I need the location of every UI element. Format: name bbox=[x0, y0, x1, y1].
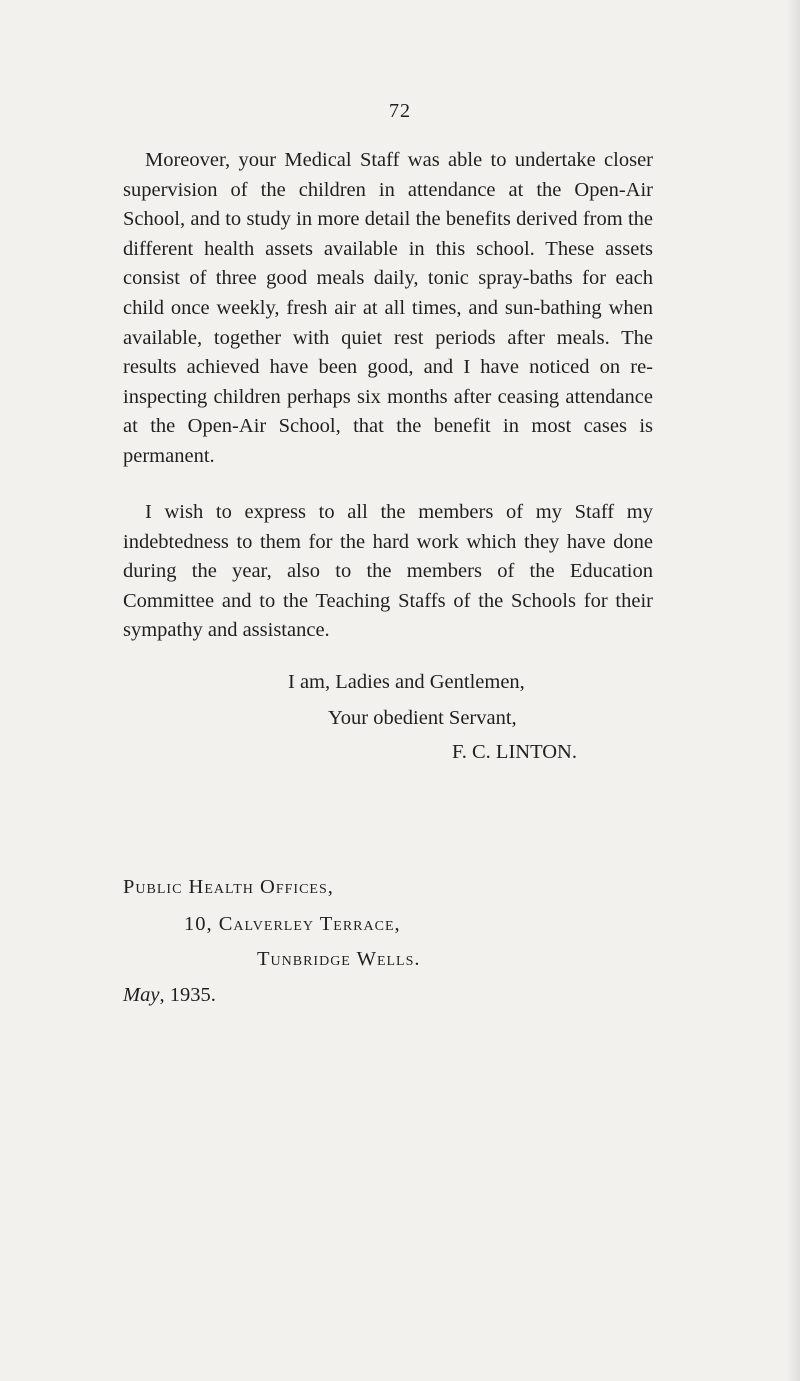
date-month: May bbox=[123, 984, 160, 1006]
page-edge-shadow bbox=[786, 0, 800, 1381]
signature-name: F. C. LINTON. bbox=[452, 741, 577, 763]
body-paragraph-2: I wish to express to all the members of my Staff my indebtedness to them for the hard work which they have done during the year, also to the members of the Education Committee and to the Teaching Staffs of the Schools for their sympathy and assistance. bbox=[123, 501, 653, 642]
valediction: Your obedient Servant, bbox=[328, 707, 517, 729]
body-paragraph-1: Moreover, your Medical Staff was able to undertake closer supervision of the children in attendance at the Open-Air School, and to study in more detail the benefits derived from the different health assets available in this school. These assets consist of three good meals daily, tonic spray-baths for each child once weekly, fresh air at all times, and sun-bathing when available, together with quiet rest periods after meals. The results achieved have been good, and I have noticed on re-inspecting children perhaps six months after ceasing attendance at the Open-Air School, that the benefit in most cases is permanent. bbox=[123, 149, 653, 467]
page-number: 72 bbox=[389, 100, 411, 122]
address-line-1: Public Health Offices, bbox=[123, 876, 334, 898]
date-line bbox=[123, 980, 216, 1010]
address-line-3: Tunbridge Wells. bbox=[257, 948, 421, 970]
salutation: I am, Ladies and Gentlemen, bbox=[288, 671, 525, 693]
date-year: , 1935. bbox=[159, 984, 216, 1006]
address-line-2: 10, Calverley Terrace, bbox=[184, 913, 401, 935]
